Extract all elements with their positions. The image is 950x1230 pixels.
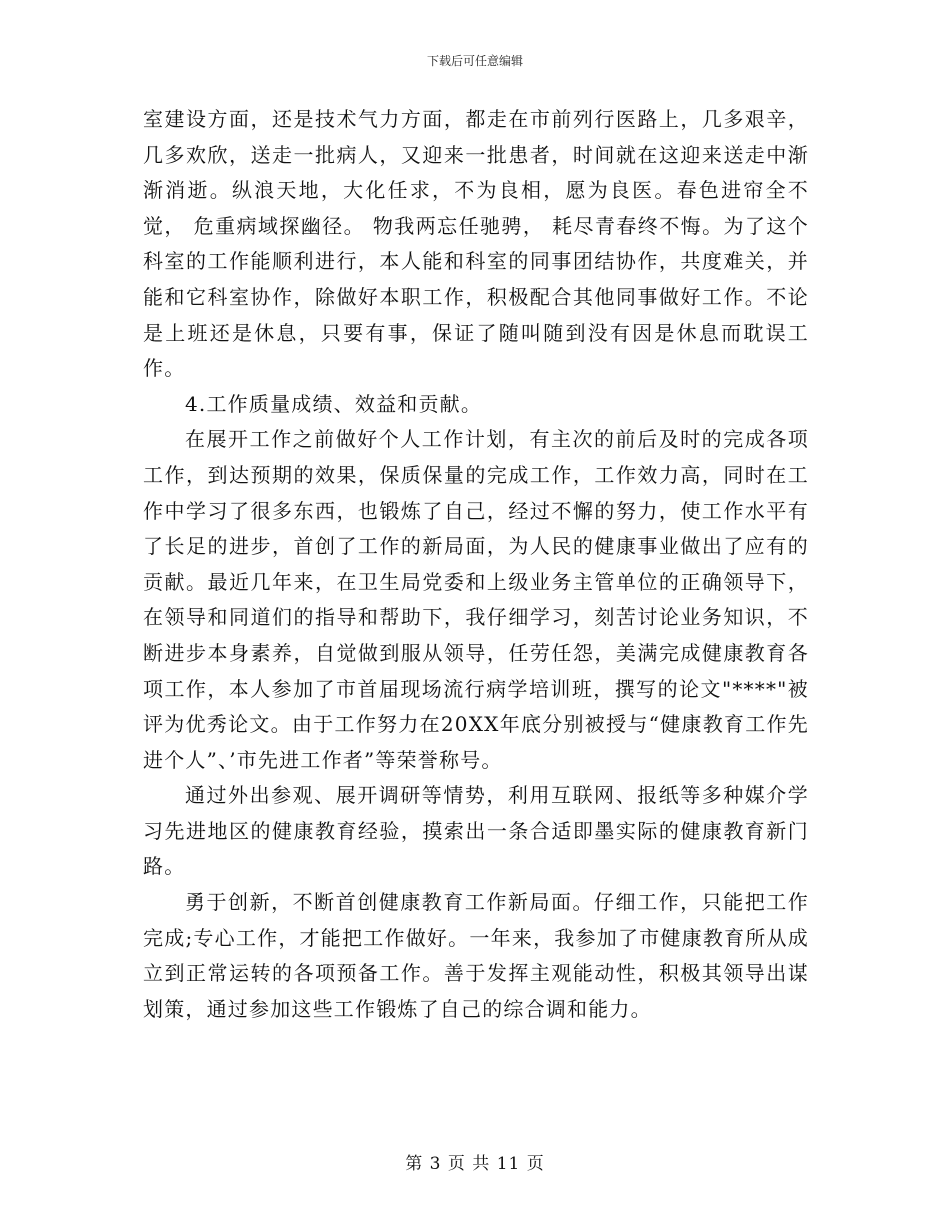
footer-middle: 页 共 — [447, 1154, 491, 1174]
footer-total-pages: 11 — [496, 1154, 521, 1174]
page-header-note: 下载后可任意编辑 — [426, 54, 523, 68]
document-body — [143, 102, 809, 1027]
paragraph-external-learning: 通过外出参观、展开调研等情势，利用互联网、报纸等多种媒介学习先进地区的健康教育经验，摸索出一条合适即墨实际的健康教育新门路。 — [143, 783, 809, 879]
footer-suffix: 页 — [526, 1154, 545, 1174]
paragraph-continuation: 室建设方面，还是技术气力方面，都走在市前列行医路上，几多艰辛，几多欢欣，送走一批病人，又迎来一批患者，时间就在这迎来送走中渐渐消逝。纵浪天地，大化任求，不为良相，愿为良医。春色进帘全不觉， 危重病域探幽径。 物我两忘任驰骋， 耗尽青春终不悔。为了这个科室的工作能顺利进行，本人能和科室的同事团结协作，共度难关，并能和它科室协作，除做好本职工作，积极配合其他同事做好工作。不论是上班还是休息，只要有事，保证了随叫随到没有因是休息而耽误工作。 — [143, 107, 809, 381]
footer-current-page: 3 — [429, 1154, 442, 1174]
paragraph-work-plan: 在展开工作之前做好个人工作计划，有主次的前后及时的完成各项工作，到达预期的效果，保质保量的完成工作，工作效力高，同时在工作中学习了很多东西，也锻炼了自己，经过不懈的努力，使工作水平有了长足的进步，首创了工作的新局面，为人民的健康事业做出了应有的贡献。最近几年来，在卫生局党委和上级业务主管单位的正确领导下，在领导和同道们的指导和帮助下，我仔细学习，刻苦讨论业务知识，不断进步本身素养，自觉做到服从领导，任劳任怨，美满完成健康教育各项工作，本人参加了市首届现场流行病学培训班，撰写的论文"****"被评为优秀论文。由于工作努力在20XX年底分别被授与“健康教育工作先进个人”、’市先进工作者”等荣誉称号。 — [143, 427, 809, 772]
section-heading-work-quality: 4.工作质量成绩、效益和贡献。 — [185, 391, 483, 416]
page-footer — [0, 1153, 950, 1175]
paragraph-innovation: 勇于创新，不断首创健康教育工作新局面。仔细工作，只能把工作完成;专心工作，才能把工作做好。一年来，我参加了市健康教育所从成立到正常运转的各项预备工作。善于发挥主观能动性，积极其领导出谋划策，通过参加这些工作锻炼了自己的综合调和能力。 — [143, 890, 809, 1021]
footer-prefix: 第 — [405, 1154, 424, 1174]
